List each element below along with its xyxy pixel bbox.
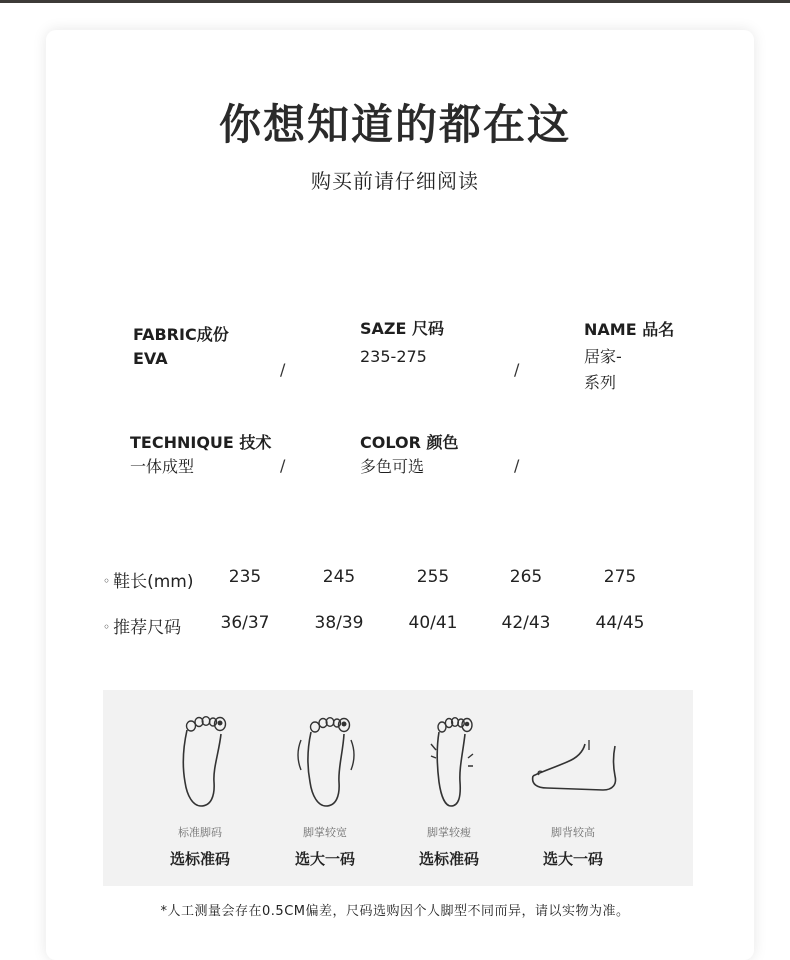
bullet: ◦ xyxy=(103,574,111,588)
foot-guide-item xyxy=(518,710,628,869)
foot-caption: 标准脚码 xyxy=(178,826,222,839)
name-value-line1: 居家- xyxy=(584,347,622,366)
name-label: NAME 品名 xyxy=(584,320,675,339)
size-value: 235-275 xyxy=(360,347,427,366)
table-cell: 275 xyxy=(603,567,637,587)
spec-size xyxy=(360,317,444,369)
standard-foot-icon xyxy=(165,710,235,810)
table-cell: 44/45 xyxy=(595,613,645,633)
spec-fabric xyxy=(133,323,229,371)
bullet: ◦ xyxy=(103,620,111,634)
spec-separator: / xyxy=(280,456,286,475)
table-cell: 265 xyxy=(509,567,543,587)
spec-separator: / xyxy=(514,360,520,379)
foot-advice: 选大一码 xyxy=(542,850,603,868)
measurement-note: *人工测量会存在0.5CM偏差，尺码选购因个人脚型不同而异，请以实物为准。 xyxy=(160,904,630,919)
table-cell: 36/37 xyxy=(220,613,270,633)
color-label: COLOR 颜色 xyxy=(360,433,459,452)
color-value: 多色可选 xyxy=(360,457,425,476)
fabric-label: FABRIC成份 xyxy=(133,325,229,344)
size-label: SAZE 尺码 xyxy=(360,319,445,338)
foot-caption: 脚掌较宽 xyxy=(303,826,347,839)
name-value-line2: 系列 xyxy=(584,373,617,392)
technique-label: TECHNIQUE 技术 xyxy=(130,433,272,452)
top-border xyxy=(0,0,790,3)
spec-separator: / xyxy=(514,456,520,475)
table-cell: 40/41 xyxy=(408,613,458,633)
page-title: 你想知道的都在这 xyxy=(218,100,571,149)
table-row-label-length: ◦ 鞋长(mm) xyxy=(103,572,194,592)
spec-color xyxy=(360,431,458,479)
table-cell: 245 xyxy=(322,567,356,587)
table-cell: 235 xyxy=(228,567,262,587)
foot-guide-item xyxy=(394,710,504,869)
foot-caption: 脚掌较瘦 xyxy=(427,826,471,839)
table-row-label-size: ◦ 推荐尺码 xyxy=(103,618,182,638)
foot-advice: 选标准码 xyxy=(418,850,479,868)
spec-technique xyxy=(130,431,271,479)
table-cell: 42/43 xyxy=(501,613,551,633)
technique-value: 一体成型 xyxy=(130,457,195,476)
foot-advice: 选大一码 xyxy=(294,850,355,868)
table-cell: 38/39 xyxy=(314,613,364,633)
foot-advice: 选标准码 xyxy=(169,850,230,868)
table-cell: 255 xyxy=(416,567,450,587)
wide-foot-icon xyxy=(285,710,365,810)
spec-name xyxy=(584,318,674,395)
foot-guide-item xyxy=(270,710,380,869)
page-subtitle: 购买前请仔细阅读 xyxy=(311,169,479,193)
fabric-value: EVA xyxy=(133,349,168,368)
foot-caption: 脚背较高 xyxy=(551,826,595,839)
foot-guide-item xyxy=(145,710,255,869)
narrow-foot-icon xyxy=(409,710,489,810)
spec-separator: / xyxy=(280,360,286,379)
high-instep-foot-icon xyxy=(523,710,623,810)
